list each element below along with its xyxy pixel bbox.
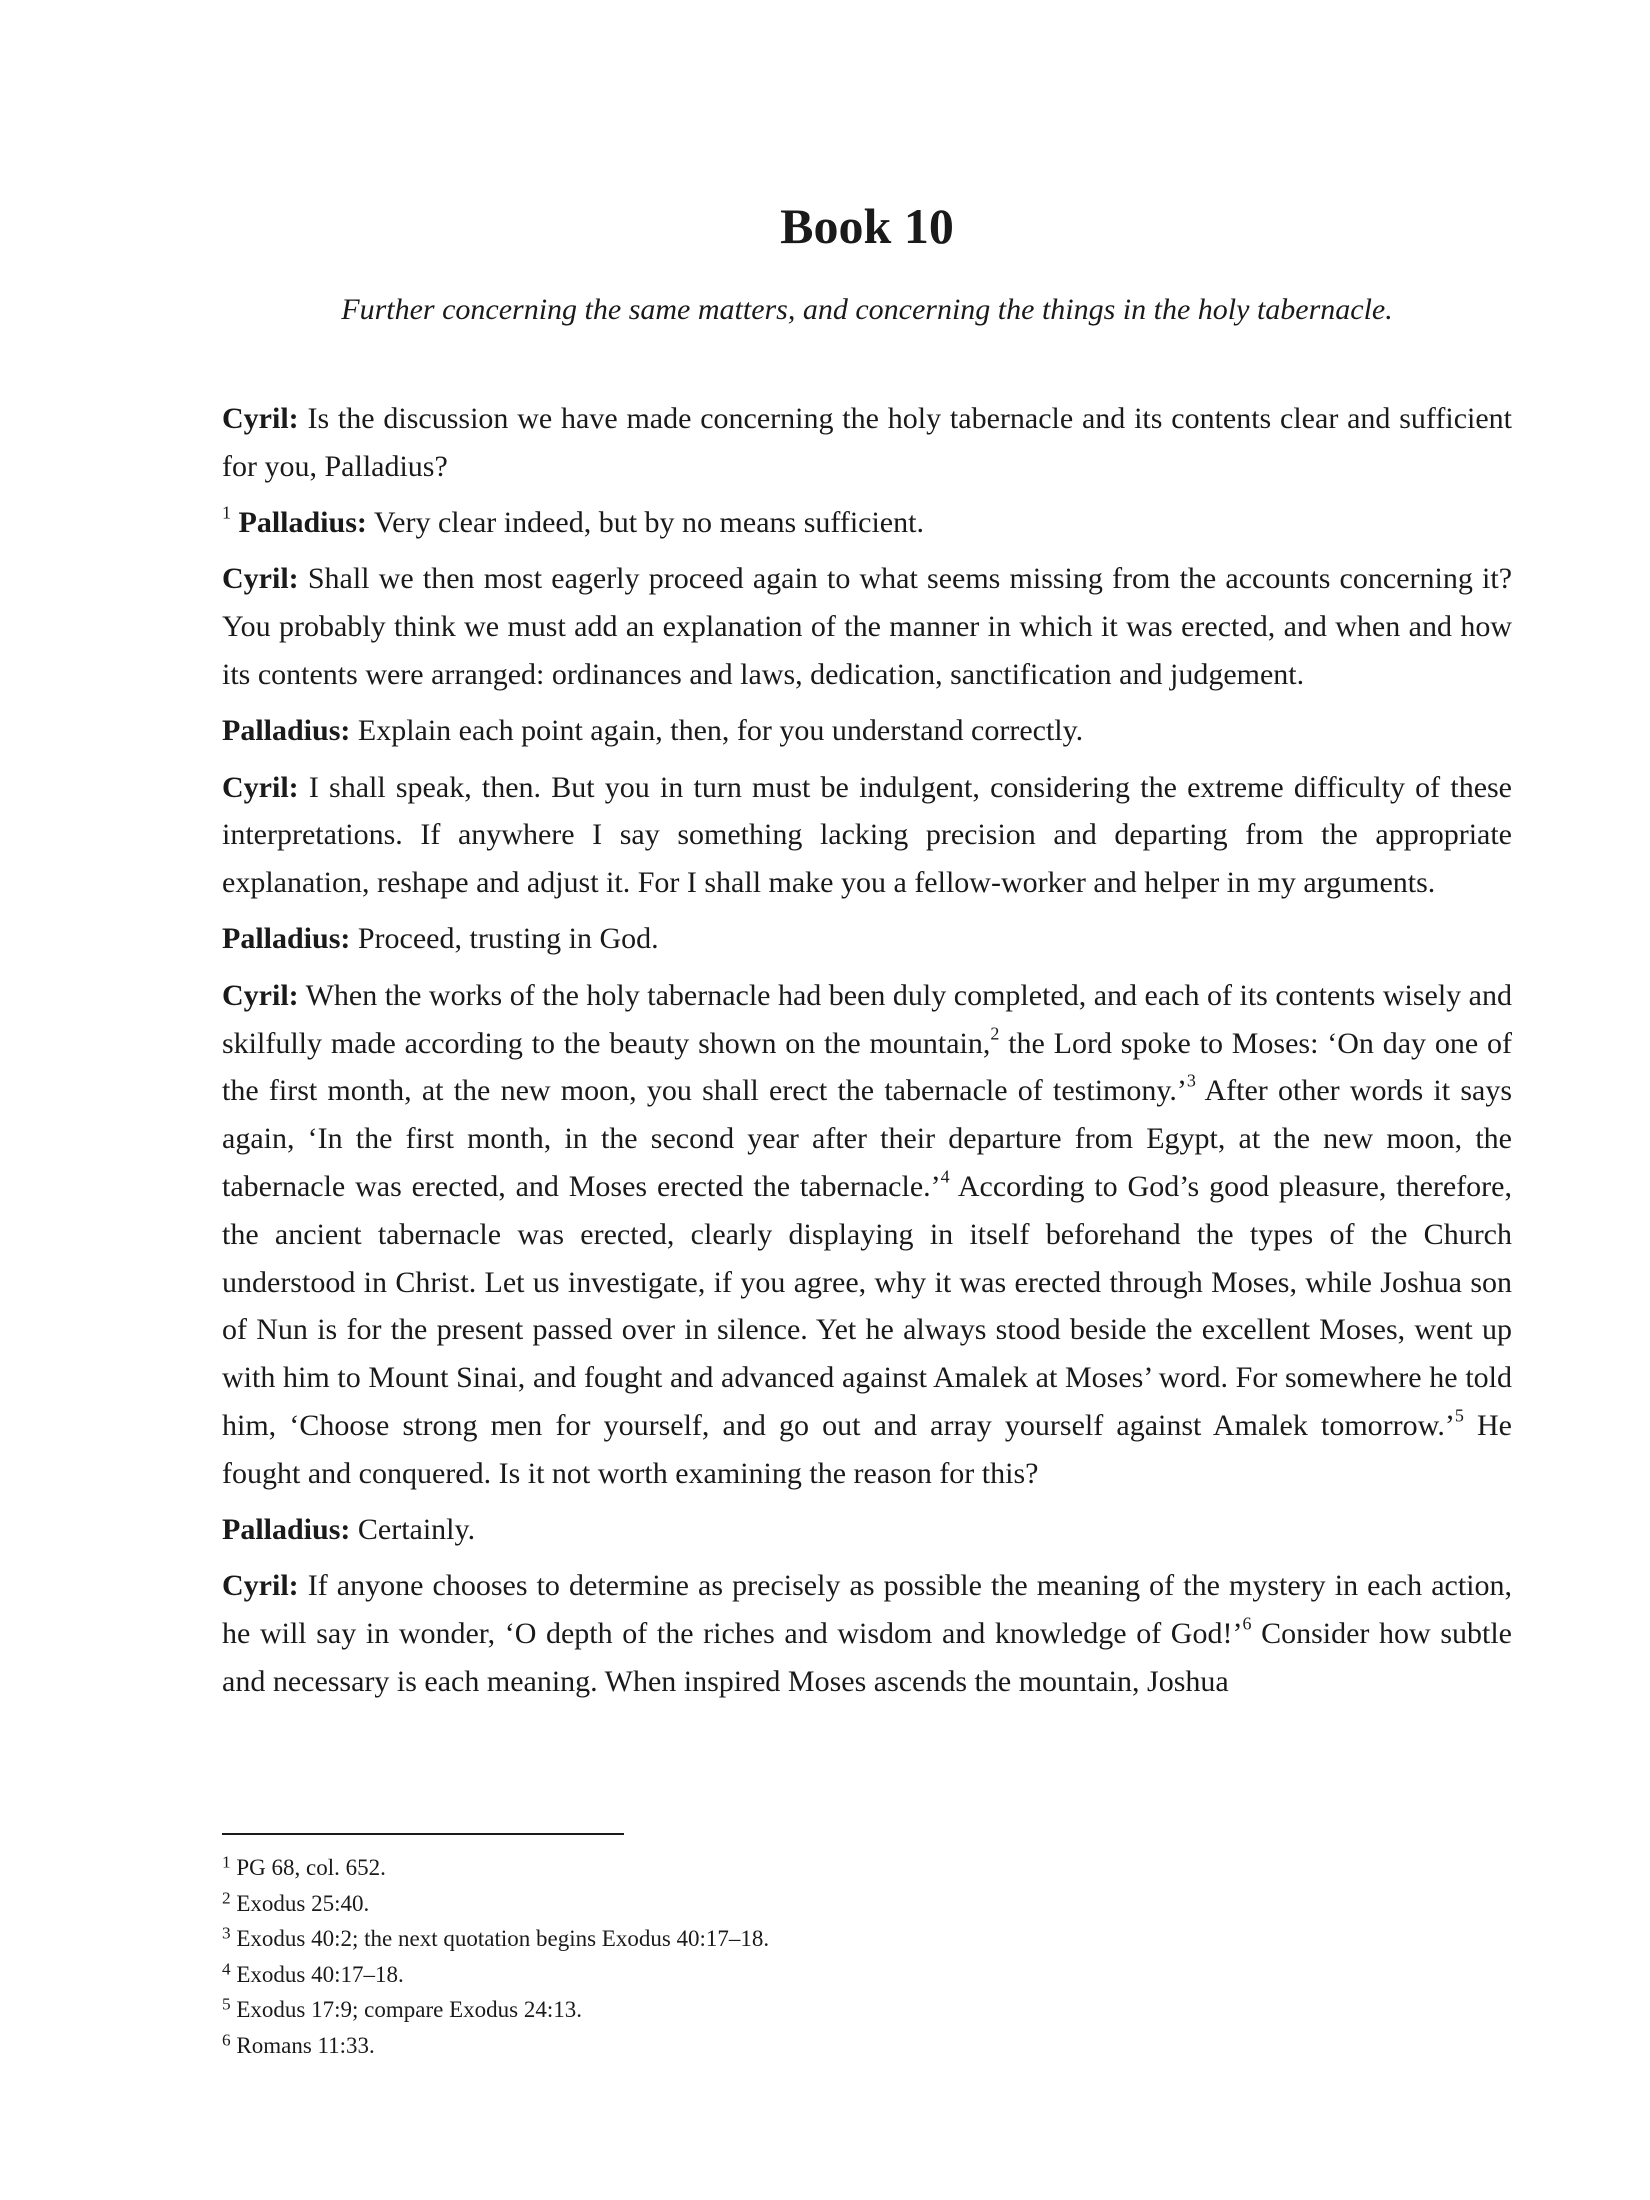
paragraph-text: After other words it says again, ‘In the first month, in the second year after their departure from Egypt, at the new moon, the tabernacle was erected, and Moses erected the tabernacle.’ [222, 1074, 1512, 1203]
footnote-number: 2 [222, 1887, 231, 1907]
speaker-label: Cyril: [222, 402, 299, 435]
paragraph-text: When the works of the holy tabernacle had been duly completed, and each of its contents wisely and skilfully made according to the beauty shown on the mountain, [222, 978, 1512, 1060]
footnote-marker[interactable]: 4 [940, 1166, 950, 1187]
footnote [222, 1957, 1512, 1993]
footnote-text: Exodus 40:17–18. [236, 1961, 404, 1987]
dialogue-paragraph [222, 1562, 1512, 1705]
paragraph-text: Shall we then most eagerly proceed again to what seems missing from the accounts concerning it? You probably think we must add an explanation of the manner in which it was erected, and when and how its contents were arranged: ordinances and laws, dedication, sanctification and judgement. [222, 562, 1513, 691]
speaker-label: Cyril: [222, 978, 299, 1012]
footnote-number: 3 [222, 1923, 231, 1943]
dialogue-paragraph [222, 395, 1512, 491]
footnote-text: Exodus 40:2; the next quotation begins Exodus 40:17–18. [236, 1926, 770, 1951]
dialogue-paragraph [222, 972, 1512, 1498]
paragraph-text: the Lord spoke to Moses: ‘On day one of the first month, at the new moon, you shall erect the tabernacle of testimony.’ [222, 1026, 1512, 1108]
footnote-number: 1 [222, 1852, 231, 1872]
dialogue-paragraph [222, 555, 1512, 698]
book-title: Book 10 [780, 198, 954, 254]
paragraph-text: Proceed, trusting in God. [357, 922, 659, 956]
paragraph-text: Explain each point again, then, for you understand correctly. [357, 714, 1084, 748]
speaker-label: Palladius: [222, 1513, 351, 1547]
dialogue-paragraph [222, 1506, 1512, 1554]
footnote [222, 1886, 1512, 1922]
paragraph-text: Certainly. [357, 1513, 476, 1547]
footnote [222, 2028, 1512, 2064]
book-subtitle: Further concerning the same matters, and concerning the things in the holy tabernacle. [341, 293, 1393, 326]
paragraph-text: According to God’s good pleasure, therefore, the ancient tabernacle was erected, clearly displaying in itself beforehand the types of the Church understood in Christ. Let us investigate, if you agree, why it was erected through Moses, while Joshua son of Nun is for the present passed over in silence. Yet he always stood beside the excellent Moses, went up with him to Mount Sinai, and fought and advanced against Amalek at Moses’ word. For somewhere he told him, ‘Choose strong men for yourself, and go out and array yourself against Amalek tomorrow.’ [222, 1169, 1512, 1442]
dialogue-paragraph [222, 707, 1512, 755]
footnotes [222, 1850, 1512, 2063]
footnote-number: 6 [222, 2029, 231, 2049]
footnote-text: PG 68, col. 652. [236, 1855, 386, 1880]
footnote [222, 1992, 1512, 2028]
paragraph-text: Is the discussion we have made concerning the holy tabernacle and its contents clear and sufficient for you, Palladius? [222, 402, 1512, 483]
speaker-label: Cyril: [222, 770, 299, 804]
paragraph-text: Consider how subtle and necessary is each meaning. When inspired Moses ascends the mountain, Joshua [222, 1617, 1512, 1698]
footnote-text: Exodus 25:40. [236, 1890, 370, 1916]
footnote-divider [222, 1833, 624, 1835]
footnote-number: 4 [222, 1958, 231, 1978]
footnote-marker[interactable]: 2 [990, 1023, 1000, 1044]
dialogue-body [222, 395, 1512, 1714]
footnote [222, 1921, 1512, 1957]
speaker-label: Cyril: [222, 562, 299, 596]
dialogue-paragraph [222, 499, 1512, 547]
footnote-marker[interactable]: 3 [1186, 1070, 1196, 1091]
footnote-number: 5 [222, 1994, 231, 2014]
paragraph-text: Very clear indeed, but by no means sufficient. [373, 506, 924, 540]
speaker-label: Cyril: [222, 1569, 299, 1603]
footnote [222, 1850, 1512, 1886]
dialogue-paragraph [222, 764, 1512, 907]
footnote-text: Romans 11:33. [236, 2032, 375, 2058]
footnote-text: Exodus 17:9; compare Exodus 24:13. [236, 1997, 582, 2022]
footnote-marker[interactable]: 6 [1242, 1613, 1252, 1634]
footnote-marker[interactable]: 5 [1454, 1405, 1464, 1426]
paragraph-text: If anyone chooses to determine as precisely as possible the meaning of the mystery in each action, he will say in wonder, ‘O depth of the riches and wisdom and knowledge of God!’ [222, 1569, 1512, 1651]
paragraph-text: I shall speak, then. But you in turn must be indulgent, considering the extreme difficulty of these interpretations. If anywhere I say something lacking precision and departing from the appropriate explanation, reshape and adjust it. For I shall make you a fellow-worker and helper in my arguments. [222, 770, 1513, 900]
paragraph-text: He fought and conquered. Is it not worth examining the reason for this? [222, 1408, 1512, 1490]
speaker-label: Palladius: [222, 714, 351, 748]
page-reference-marker: 1 [222, 502, 231, 523]
speaker-label: Palladius: [238, 506, 367, 540]
dialogue-paragraph [222, 915, 1512, 963]
speaker-label: Palladius: [222, 922, 351, 956]
